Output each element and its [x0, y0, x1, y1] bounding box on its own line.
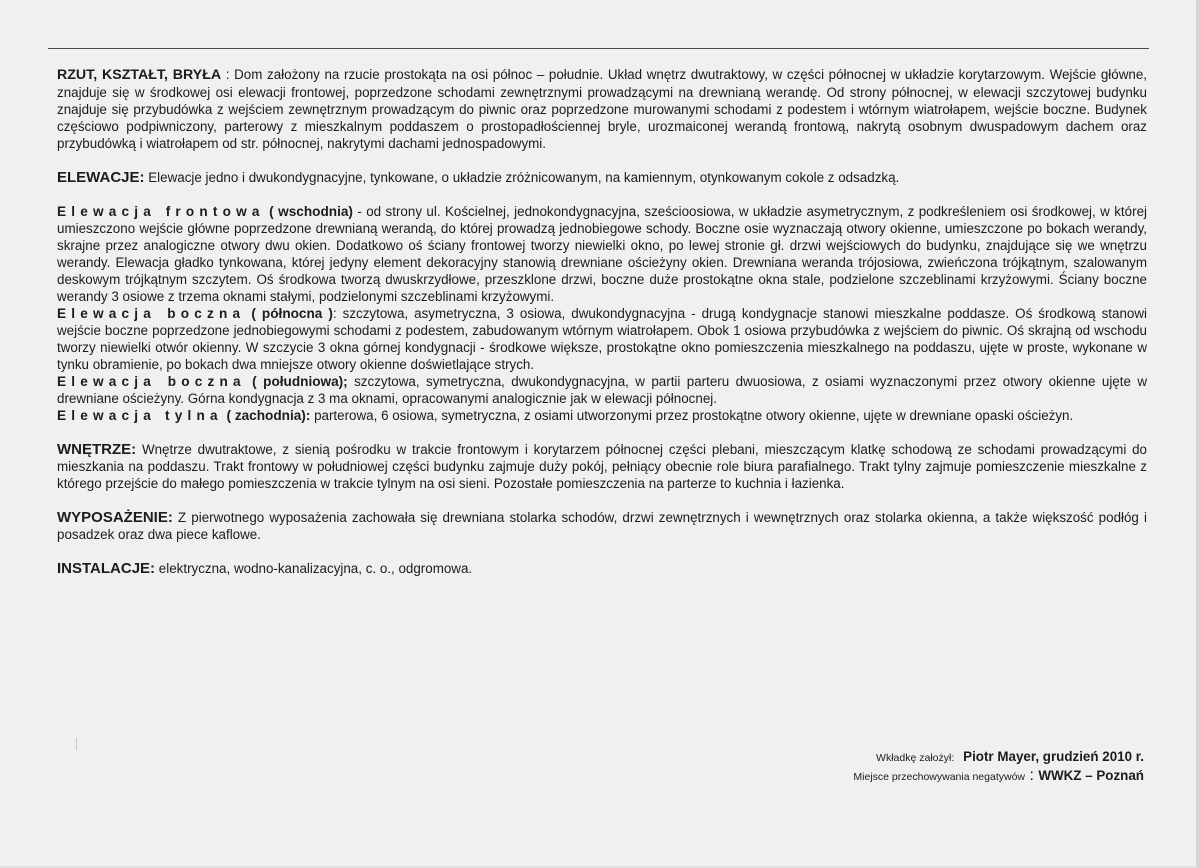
section-wnetrze — [57, 441, 1147, 492]
section-elewacje — [57, 169, 1147, 186]
author-value: Piotr Mayer, grudzień 2010 r. — [963, 749, 1144, 764]
section-heading: INSTALACJE: — [57, 560, 156, 577]
location-value: WWKZ – Poznań — [1038, 768, 1144, 783]
document-body — [57, 66, 1147, 577]
subsection-text: parterowa, 6 osiowa, symetryczna, z osiami utworzonymi przez prostokątne otwory okienne, ujęte w drewniane opaski ościeżyn. — [310, 408, 1074, 423]
subsection-orientation: ( zachodnia): — [222, 408, 311, 423]
top-rule — [48, 48, 1149, 49]
subsection-text: - od strony ul. Kościelnej, jednokondygnacyjna, sześcioosiowa, w układzie asymetrycznym, z podkreśleniem osi środkowej, w której umieszczono wejście główne poprzedzone drewnianą werandą, do której prowadzą jednobiegowe schody. Boczne osie wyznaczają otwory okienne, umieszczone po bokach werandy, skrajne przez analogiczne otwory dwu okien. Dodatkowo oś ściany frontowej tworzy niewielki okno, po lewej stronie gł. drzwi wejściowych do budynku, znajdujące się we wnętrzu werandy. Elewacja gładko tynkowana, której jedyny element dekoracyjny stanowią drewniane ościeżyny okien. Drewniana weranda trójosiowa, zwieńczona trójkątnym, szalowanym deskowym trójkątnym szczytem. Oś środkowa tworzą dwuskrzydłowe, przeszklone drzwi, boczne duże prostokątne okna stale, podzielone szczeblinami krzyżowymi. Ściany boczne werandy 3 osiowe z trzema oknami stałymi, podzielonymi szczeblinami krzyżowymi. — [57, 204, 1147, 304]
subsection-label: Elewacja boczna — [57, 306, 246, 321]
section-separator: : — [221, 67, 235, 82]
section-heading: RZUT, KSZTAŁT, BRYŁA — [57, 67, 222, 83]
subsection-orientation: ( wschodnia) — [264, 204, 353, 219]
author-label: Wkładkę założył: — [876, 752, 955, 764]
subsection-label: Elewacja tylna — [57, 408, 223, 423]
subsection-orientation: ( południowa); — [245, 374, 348, 389]
section-text: Wnętrze dwutraktowe, z sienią pośrodku w trakcie frontowym i korytarzem północnej części plebani, mieszczącym klatkę schodową ze schodami prowadzącymi do mieszkania na poddaszu. Trakt frontowy w południowej części budynku zajmuje duży pokój, pełniący obecnie role biura parafialnego. Trakt tylny zajmuje pomieszczenie mieszkalne z którego przejście do małego pomieszczenia w trakcie tylnym na osi sieni. Pozostałe pomieszczenia na parterze to kuchnia i łazienka. — [57, 442, 1147, 491]
subsection-label: Elewacja frontowa — [57, 204, 265, 219]
subsection-orientation: ( północna ) — [245, 306, 333, 321]
section-rzut — [57, 66, 1147, 152]
section-text: elektryczna, wodno-kanalizacyjna, c. o., odgromowa. — [155, 561, 473, 576]
subsection-frontowa — [57, 203, 1147, 305]
subsection-text: : szczytowa, asymetryczna, 3 osiowa, dwukondygnacyjna - drugą kondygnacje stanowi mieszkalne poddasze. Oś środkową stanowi wejście boczne poprzedzone jednobiegowymi schodami z podestem, zabudowanym wtórnym wiatrołapem. Obok 1 osiowa przybudówka z wejściem do piwnic. Oś skrajną od wschodu tworzy niewielki otwór okienny. W szczycie 3 okna górnej kondygnacji - środkowe większe, prostokątne okno pomieszczenia mieszkalnego na poddaszu, ujęte w proste, wykonane w tynku obramienie, po bokach dwa mniejsze otwory okienne doświetlające strych. — [57, 306, 1147, 372]
location-label: Miejsce przechowywania negatywów — [853, 771, 1026, 783]
subsection-text: szczytowa, symetryczna, dwukondygnacyjna, w partii parteru dwuosiowa, z osiami wyznaczonymi przez otwory okienne ujęte w drewniane ościeżyny. Górna kondygnacja z 3 ma oknami, opracowanymi analogicznie jak w elewacji północnej. — [57, 374, 1147, 406]
section-wyposazenie — [57, 509, 1147, 543]
section-heading: WYPOSAŻENIE: — [57, 509, 173, 526]
subsection-poludniowa — [57, 373, 1147, 407]
author-line — [853, 748, 1144, 767]
location-separator: : — [1025, 767, 1039, 784]
subsection-tylna — [57, 407, 1147, 424]
section-text: Z pierwotnego wyposażenia zachowała się drewniana stolarka schodów, drzwi zewnętrznych i wewnętrznych oraz stolarka okienna, a także większość podłóg i posadzek oraz dwa piece kaflowe. — [57, 510, 1147, 542]
location-line — [853, 767, 1144, 786]
scan-mark — [76, 738, 77, 750]
section-text: Elewacje jedno i dwukondygnacyjne, tynkowane, o układzie zróżnicowanym, na kamiennym, otynkowanym cokole z odsadzką. — [144, 170, 900, 185]
section-heading: WNĘTRZE: — [57, 441, 137, 458]
credits-block — [853, 748, 1144, 786]
subsection-polnocna — [57, 305, 1147, 373]
subsection-label: Elewacja boczna — [57, 374, 246, 389]
section-text: Dom założony na rzucie prostokąta na osi północ – południe. Układ wnętrz dwutraktowy, w części północnej w układzie korytarzowym. Wejście główne, znajduje się w środkowej osi elewacji frontowej, poprzedzone schodami zewnętrznymi prowadzącymi na drewnianą werandę. Od strony północnej, w elewacji szczytowej budynku znajduje się przybudówka z wejściem zewnętrznym prowadzącym do piwnic oraz poprzedzone murowanymi schodami z podestem i wtórnym wiatrołapem, wejście boczne. Budynek częściowo podpiwniczony, parterowy z mieszkalnym poddaszem o prostopadłościennej bryle, urozmaiconej werandą frontową, nakrytą osobnym dwuspadowym dachem oraz przybudówką i wiatrołapem od str. północnej, nakrytymi dachami jednospadowymi. — [57, 67, 1147, 151]
section-instalacje — [57, 560, 1147, 577]
section-heading: ELEWACJE: — [57, 169, 145, 186]
